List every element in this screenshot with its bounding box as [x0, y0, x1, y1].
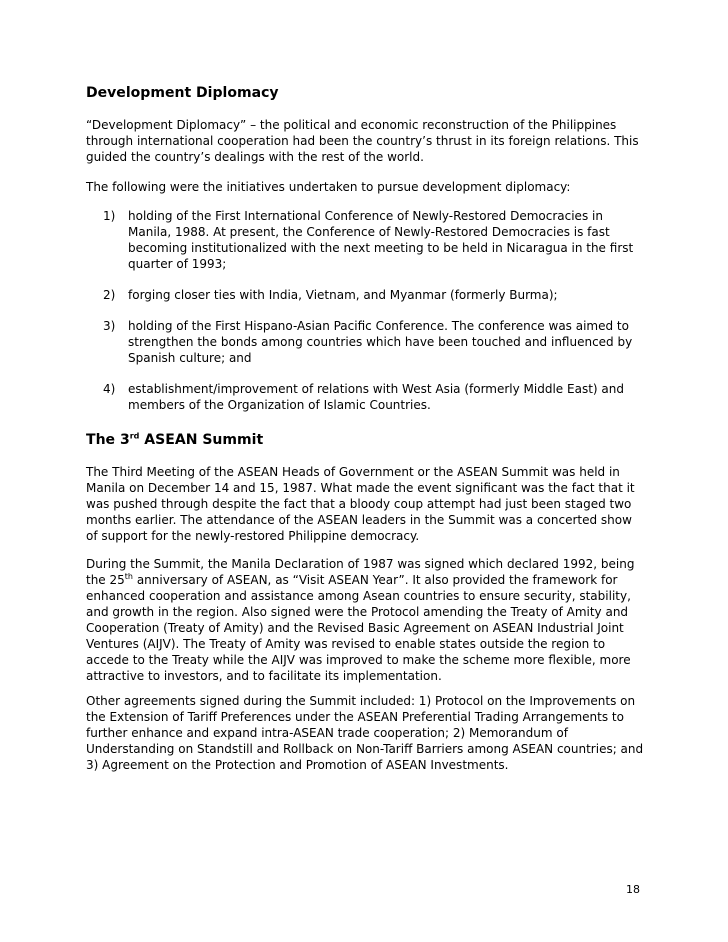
paragraph-manila-declaration-a: During the Summit, the Manila Declaration of 1987 was signed which declared 1992, being the 25: [86, 557, 635, 587]
list-item: [86, 381, 648, 413]
paragraph-initiatives-lead: The following were the initiatives undertaken to pursue development diplomacy:: [86, 180, 571, 194]
list-item: [86, 208, 648, 272]
list-item-text: establishment/improvement of relations with West Asia (formerly Middle East) and members of the Organization of Islamic Countries.: [128, 382, 624, 412]
heading-development-diplomacy: Development Diplomacy: [86, 85, 279, 101]
list-item-number: 2): [103, 288, 116, 302]
list-item-text: holding of the First International Conference of Newly-Restored Democracies in Manila, 1988. At present, the Conference of Newly-Restored Democracies is fast becoming institutionalized with the next meeting to be held in Nicaragua in the first quarter of 1993;: [128, 209, 634, 271]
heading-asean-summit-suffix: ASEAN Summit: [139, 432, 264, 448]
paragraph-manila-declaration: [86, 556, 646, 684]
heading-ordinal-suffix: rd: [129, 431, 140, 441]
list-item-number: 3): [103, 319, 116, 333]
list-item: [86, 287, 648, 303]
list-item: [86, 318, 648, 366]
list-item-text: holding of the First Hispano-Asian Pacific Conference. The conference was aimed to strengthen the bonds among countries which have been touched and influenced by Spanish culture; and: [128, 319, 633, 365]
initiatives-list: [86, 208, 648, 428]
ordinal-suffix: th: [124, 572, 133, 581]
paragraph-development-diplomacy-intro: “Development Diplomacy” – the political and economic reconstruction of the Philippines through international cooperation had been the country’s thrust in its foreign relations. This guided the country’s dealings with the rest of the world.: [86, 118, 639, 164]
paragraph-summit-overview: The Third Meeting of the ASEAN Heads of Government or the ASEAN Summit was held in Manila on December 14 and 15, 1987. What made the event significant was the fact that it was pushed through despite the fact that a bloody coup attempt had just been staged two months earlier. The attendance of the ASEAN leaders in the Summit was a concerted show of support for the newly-restored Philippine democracy.: [86, 465, 635, 543]
list-item-number: 4): [103, 382, 116, 396]
list-item-number: 1): [103, 209, 116, 223]
heading-asean-summit: [86, 432, 646, 448]
paragraph-other-agreements: Other agreements signed during the Summit included: 1) Protocol on the Improvements on the Extension of Tariff Preferences under the ASEAN Preferential Trading Arrangements to further enhance and expand intra-ASEAN trade cooperation; 2) Memorandum of Understanding on Standstill and Rollback on Non-Tariff Barriers among ASEAN countries; and 3) Agreement on the Protection and Promotion of ASEAN Investments.: [86, 694, 644, 772]
page-number: 18: [626, 883, 640, 896]
paragraph-manila-declaration-b: anniversary of ASEAN, as “Visit ASEAN Year”. It also provided the framework for enhanced cooperation and assistance among Asean countries to ensure security, stability, and growth in the region. Also signed were the Protocol amending the Treaty of Amity and Cooperation (Treaty of Amity) and the Revised Basic Agreement on ASEAN Industrial Joint Ventures (AIJV). The Treaty of Amity was revised to enable states outside the region to accede to the Treaty while the AIJV was improved to make the scheme more flexible, more attractive to investors, and to facilitate its implementation.: [86, 573, 631, 683]
list-item-text: forging closer ties with India, Vietnam, and Myanmar (formerly Burma);: [128, 288, 558, 302]
heading-asean-summit-prefix: The 3: [86, 432, 130, 448]
